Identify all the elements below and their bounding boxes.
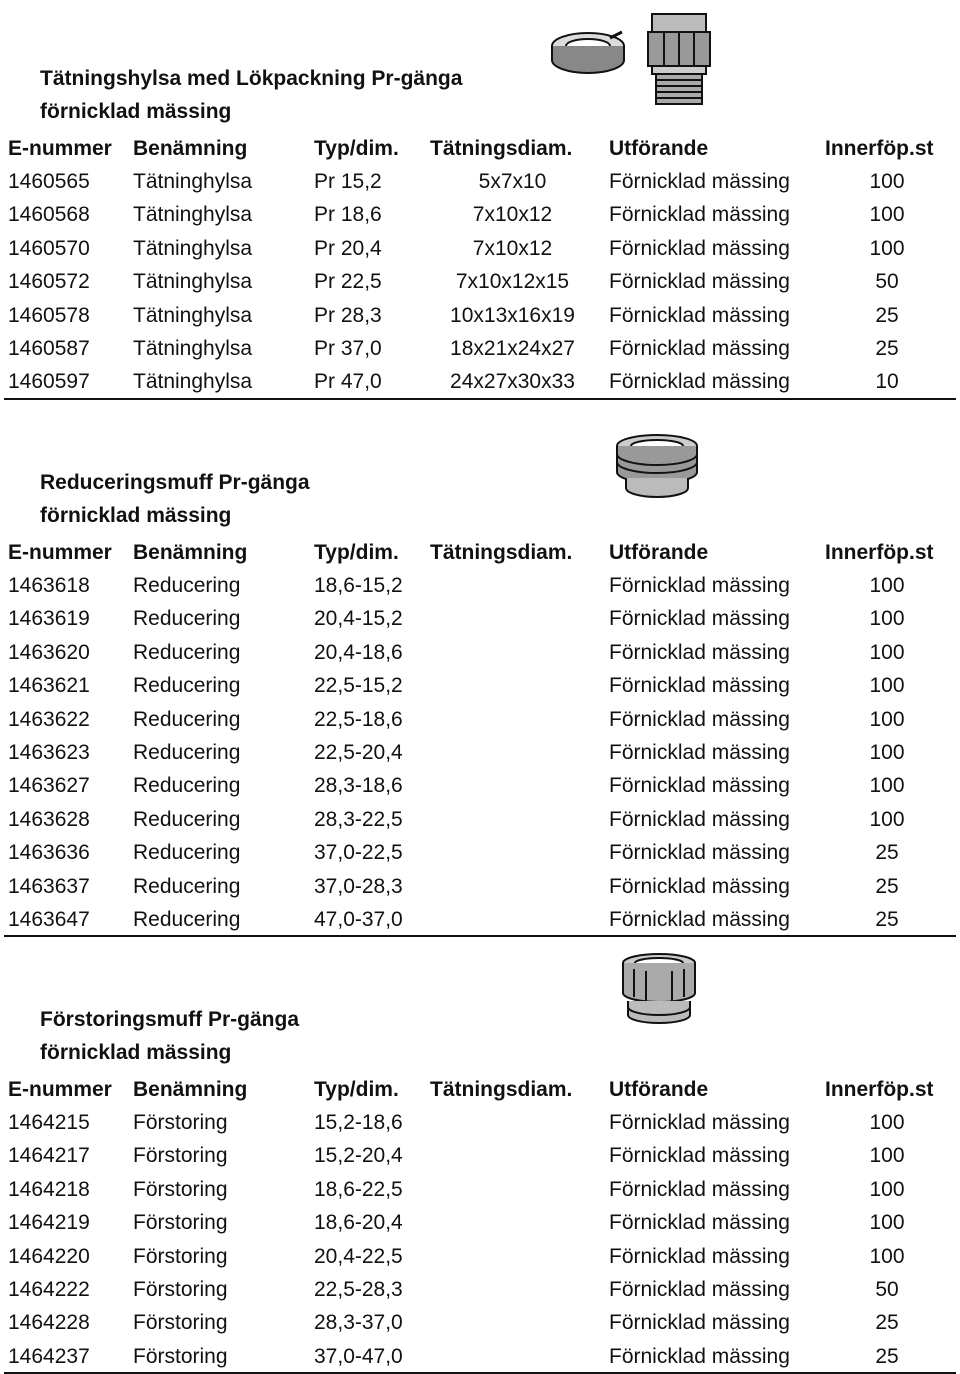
cell-benamning: Tätninghylsa bbox=[133, 370, 253, 394]
cell-typdim: Pr 20,4 bbox=[314, 236, 382, 260]
header-typdim: Typ/dim. bbox=[314, 137, 399, 160]
cell-innerfop: 100 bbox=[869, 674, 905, 698]
section-title: Reduceringsmuff Pr-gänga bbox=[40, 471, 310, 494]
cell-enummer: 1464228 bbox=[8, 1311, 90, 1335]
header-utforande: Utförande bbox=[609, 541, 709, 564]
table-row bbox=[0, 232, 960, 265]
cell-enummer: 1463623 bbox=[8, 741, 90, 764]
cell-benamning: Förstoring bbox=[133, 1144, 228, 1168]
table-row bbox=[0, 1139, 960, 1172]
cell-typdim: 28,3-18,6 bbox=[314, 774, 403, 798]
cell-benamning: Reducering bbox=[133, 707, 241, 731]
cell-typdim: 20,4-15,2 bbox=[314, 607, 403, 631]
cell-enummer: 1464219 bbox=[8, 1211, 90, 1235]
cell-tatningsdiam: 5x7x10 bbox=[478, 170, 547, 193]
header-benamning: Benämning bbox=[133, 1078, 248, 1101]
table-row bbox=[0, 1173, 960, 1206]
cell-typdim: 28,3-22,5 bbox=[314, 807, 403, 831]
cell-utforande: Förnicklad mässing bbox=[609, 236, 790, 260]
cell-enummer: 1460597 bbox=[8, 370, 90, 394]
header-benamning: Benämning bbox=[133, 137, 248, 160]
cell-benamning: Tätninghylsa bbox=[133, 270, 253, 294]
cell-enummer: 1463620 bbox=[8, 640, 90, 664]
table-row bbox=[0, 332, 960, 365]
table-row bbox=[0, 569, 960, 602]
cell-typdim: 22,5-20,4 bbox=[314, 741, 403, 764]
cell-enummer: 1464237 bbox=[8, 1344, 90, 1368]
table-row bbox=[0, 602, 960, 635]
header-innerfop: Innerföp.st bbox=[825, 137, 934, 160]
header-typdim: Typ/dim. bbox=[314, 1078, 399, 1101]
cell-utforande: Förnicklad mässing bbox=[609, 607, 790, 631]
header-enummer: E-nummer bbox=[8, 137, 112, 160]
cell-utforande: Förnicklad mässing bbox=[609, 337, 790, 360]
cell-benamning: Reducering bbox=[133, 741, 241, 764]
cell-benamning: Förstoring bbox=[133, 1278, 228, 1301]
cell-tatningsdiam: 7x10x12 bbox=[472, 203, 553, 227]
cell-benamning: Reducering bbox=[133, 574, 241, 597]
cell-utforande: Förnicklad mässing bbox=[609, 674, 790, 698]
cell-enummer: 1463621 bbox=[8, 674, 90, 698]
cell-innerfop: 100 bbox=[869, 1111, 905, 1134]
cell-enummer: 1460578 bbox=[8, 303, 90, 327]
cell-utforande: Förnicklad mässing bbox=[609, 370, 790, 394]
header-tatningsdiam: Tätningsdiam. bbox=[430, 137, 573, 160]
cell-innerfop: 100 bbox=[869, 1144, 905, 1168]
cell-innerfop: 100 bbox=[869, 707, 905, 731]
cell-enummer: 1460565 bbox=[8, 170, 90, 193]
cell-enummer: 1463622 bbox=[8, 707, 90, 731]
cell-innerfop: 100 bbox=[869, 1244, 905, 1268]
cell-utforande: Förnicklad mässing bbox=[609, 1344, 790, 1368]
cell-utforande: Förnicklad mässing bbox=[609, 303, 790, 327]
table-row bbox=[0, 299, 960, 332]
reducing-socket-picture bbox=[612, 432, 702, 502]
cell-tatningsdiam: 18x21x24x27 bbox=[450, 337, 575, 360]
cell-utforande: Förnicklad mässing bbox=[609, 170, 790, 193]
cell-innerfop: 100 bbox=[869, 170, 905, 193]
table-header bbox=[0, 536, 960, 569]
cell-innerfop: 100 bbox=[869, 203, 905, 227]
cell-enummer: 1464215 bbox=[8, 1111, 90, 1134]
header-innerfop: Innerföp.st bbox=[825, 1078, 934, 1101]
cell-benamning: Förstoring bbox=[133, 1311, 228, 1335]
cell-benamning: Förstoring bbox=[133, 1177, 228, 1201]
cell-innerfop: 100 bbox=[869, 1211, 905, 1235]
cell-typdim: Pr 47,0 bbox=[314, 370, 382, 394]
cell-typdim: 15,2-20,4 bbox=[314, 1144, 403, 1168]
cell-benamning: Tätninghylsa bbox=[133, 337, 253, 360]
cell-typdim: Pr 15,2 bbox=[314, 170, 382, 193]
table-row bbox=[0, 1273, 960, 1306]
enlarging-socket-picture bbox=[614, 951, 704, 1031]
cell-typdim: 47,0-37,0 bbox=[314, 908, 403, 931]
table-row bbox=[0, 769, 960, 802]
table-row bbox=[0, 636, 960, 669]
cell-benamning: Reducering bbox=[133, 774, 241, 798]
cell-enummer: 1460572 bbox=[8, 270, 90, 294]
cell-typdim: 18,6-20,4 bbox=[314, 1211, 403, 1235]
cell-enummer: 1463627 bbox=[8, 774, 90, 798]
cell-typdim: Pr 37,0 bbox=[314, 337, 382, 360]
cell-innerfop: 25 bbox=[875, 841, 899, 865]
cell-innerfop: 50 bbox=[875, 270, 899, 294]
cell-enummer: 1464222 bbox=[8, 1278, 90, 1301]
table-row bbox=[0, 265, 960, 298]
cell-enummer: 1464217 bbox=[8, 1144, 90, 1168]
cell-tatningsdiam: 24x27x30x33 bbox=[450, 370, 575, 394]
table-header bbox=[0, 132, 960, 165]
header-utforande: Utförande bbox=[609, 1078, 709, 1101]
header-tatningsdiam: Tätningsdiam. bbox=[430, 541, 573, 564]
cell-enummer: 1463618 bbox=[8, 574, 90, 597]
cell-innerfop: 25 bbox=[875, 337, 899, 360]
cell-benamning: Förstoring bbox=[133, 1111, 228, 1134]
header-typdim: Typ/dim. bbox=[314, 541, 399, 564]
header-benamning: Benämning bbox=[133, 541, 248, 564]
table-row bbox=[0, 803, 960, 836]
cell-enummer: 1463647 bbox=[8, 908, 90, 931]
header-enummer: E-nummer bbox=[8, 541, 112, 564]
section-title: Förstoringsmuff Pr-gänga bbox=[40, 1008, 300, 1031]
table-row bbox=[0, 703, 960, 736]
cell-utforande: Förnicklad mässing bbox=[609, 841, 790, 865]
cell-utforande: Förnicklad mässing bbox=[609, 1211, 790, 1235]
cell-typdim: 37,0-22,5 bbox=[314, 841, 403, 865]
cell-typdim: Pr 22,5 bbox=[314, 270, 382, 294]
cell-utforande: Förnicklad mässing bbox=[609, 774, 790, 798]
cell-benamning: Förstoring bbox=[133, 1211, 228, 1235]
cell-typdim: 28,3-37,0 bbox=[314, 1311, 403, 1335]
cell-typdim: Pr 18,6 bbox=[314, 203, 382, 227]
header-innerfop: Innerföp.st bbox=[825, 541, 934, 564]
cell-enummer: 1460587 bbox=[8, 337, 90, 360]
cell-enummer: 1460568 bbox=[8, 203, 90, 227]
cell-benamning: Tätninghylsa bbox=[133, 236, 253, 260]
cell-utforande: Förnicklad mässing bbox=[609, 270, 790, 294]
cell-utforande: Förnicklad mässing bbox=[609, 908, 790, 931]
cell-typdim: 18,6-22,5 bbox=[314, 1177, 403, 1201]
cell-enummer: 1463628 bbox=[8, 807, 90, 831]
cell-tatningsdiam: 7x10x12 bbox=[472, 236, 553, 260]
table-row bbox=[0, 736, 960, 769]
table-row bbox=[0, 198, 960, 231]
table-row bbox=[0, 870, 960, 903]
cell-typdim: 20,4-22,5 bbox=[314, 1244, 403, 1268]
cell-benamning: Tätninghylsa bbox=[133, 203, 253, 227]
cell-benamning: Reducering bbox=[133, 874, 241, 898]
cell-utforande: Förnicklad mässing bbox=[609, 1111, 790, 1134]
table-bottom-rule bbox=[4, 935, 956, 937]
cell-benamning: Reducering bbox=[133, 640, 241, 664]
header-tatningsdiam: Tätningsdiam. bbox=[430, 1078, 573, 1101]
table-row bbox=[0, 1206, 960, 1239]
cell-utforande: Förnicklad mässing bbox=[609, 1244, 790, 1268]
section-subtitle: förnicklad mässing bbox=[40, 504, 232, 527]
cell-typdim: 37,0-28,3 bbox=[314, 874, 403, 898]
cell-tatningsdiam: 10x13x16x19 bbox=[450, 303, 575, 327]
cell-utforande: Förnicklad mässing bbox=[609, 741, 790, 764]
table-row bbox=[0, 1106, 960, 1139]
sealing-sleeve-and-nut-picture bbox=[548, 6, 738, 110]
cell-innerfop: 100 bbox=[869, 807, 905, 831]
cell-enummer: 1463619 bbox=[8, 607, 90, 631]
table-row bbox=[0, 903, 960, 936]
cell-benamning: Reducering bbox=[133, 607, 241, 631]
cell-innerfop: 100 bbox=[869, 741, 905, 764]
cell-enummer: 1464218 bbox=[8, 1177, 90, 1201]
table-row bbox=[0, 1340, 960, 1373]
cell-innerfop: 100 bbox=[869, 774, 905, 798]
cell-utforande: Förnicklad mässing bbox=[609, 203, 790, 227]
cell-innerfop: 100 bbox=[869, 640, 905, 664]
table-bottom-rule bbox=[4, 398, 956, 400]
cell-typdim: 15,2-18,6 bbox=[314, 1111, 403, 1134]
cell-utforande: Förnicklad mässing bbox=[609, 1311, 790, 1335]
section-title: Tätningshylsa med Lökpackning Pr-gänga bbox=[40, 67, 463, 90]
cell-utforande: Förnicklad mässing bbox=[609, 1177, 790, 1201]
header-utforande: Utförande bbox=[609, 137, 709, 160]
cell-benamning: Reducering bbox=[133, 908, 241, 931]
cell-innerfop: 100 bbox=[869, 574, 905, 597]
cell-enummer: 1460570 bbox=[8, 236, 90, 260]
cell-tatningsdiam: 7x10x12x15 bbox=[455, 270, 570, 294]
section-subtitle: förnicklad mässing bbox=[40, 1041, 232, 1064]
cell-innerfop: 25 bbox=[875, 303, 899, 327]
cell-innerfop: 25 bbox=[875, 1344, 899, 1368]
cell-innerfop: 100 bbox=[869, 1177, 905, 1201]
cell-typdim: 22,5-15,2 bbox=[314, 674, 403, 698]
cell-innerfop: 10 bbox=[875, 370, 899, 394]
cell-typdim: 22,5-28,3 bbox=[314, 1278, 403, 1301]
cell-enummer: 1464220 bbox=[8, 1244, 90, 1268]
cell-utforande: Förnicklad mässing bbox=[609, 640, 790, 664]
cell-utforande: Förnicklad mässing bbox=[609, 1278, 790, 1301]
cell-benamning: Tätninghylsa bbox=[133, 303, 253, 327]
cell-typdim: Pr 28,3 bbox=[314, 303, 382, 327]
table-row bbox=[0, 1306, 960, 1339]
cell-innerfop: 100 bbox=[869, 236, 905, 260]
cell-benamning: Förstoring bbox=[133, 1244, 228, 1268]
cell-innerfop: 25 bbox=[875, 874, 899, 898]
cell-utforande: Förnicklad mässing bbox=[609, 574, 790, 597]
table-header bbox=[0, 1073, 960, 1106]
cell-typdim: 37,0-47,0 bbox=[314, 1344, 403, 1368]
cell-utforande: Förnicklad mässing bbox=[609, 707, 790, 731]
cell-typdim: 22,5-18,6 bbox=[314, 707, 403, 731]
table-row bbox=[0, 836, 960, 869]
cell-enummer: 1463637 bbox=[8, 874, 90, 898]
cell-typdim: 18,6-15,2 bbox=[314, 574, 403, 597]
cell-utforande: Förnicklad mässing bbox=[609, 1144, 790, 1168]
table-row bbox=[0, 669, 960, 702]
table-row bbox=[0, 1240, 960, 1273]
table-row bbox=[0, 165, 960, 198]
section-subtitle: förnicklad mässing bbox=[40, 100, 232, 123]
cell-typdim: 20,4-18,6 bbox=[314, 640, 403, 664]
cell-innerfop: 50 bbox=[875, 1278, 899, 1301]
cell-utforande: Förnicklad mässing bbox=[609, 874, 790, 898]
cell-enummer: 1463636 bbox=[8, 841, 90, 865]
table-row bbox=[0, 365, 960, 398]
cell-benamning: Tätninghylsa bbox=[133, 170, 253, 193]
cell-benamning: Reducering bbox=[133, 841, 241, 865]
cell-benamning: Reducering bbox=[133, 807, 241, 831]
cell-benamning: Förstoring bbox=[133, 1344, 228, 1368]
cell-utforande: Förnicklad mässing bbox=[609, 807, 790, 831]
header-enummer: E-nummer bbox=[8, 1078, 112, 1101]
cell-innerfop: 100 bbox=[869, 607, 905, 631]
cell-innerfop: 25 bbox=[875, 1311, 899, 1335]
cell-innerfop: 25 bbox=[875, 908, 899, 931]
cell-benamning: Reducering bbox=[133, 674, 241, 698]
